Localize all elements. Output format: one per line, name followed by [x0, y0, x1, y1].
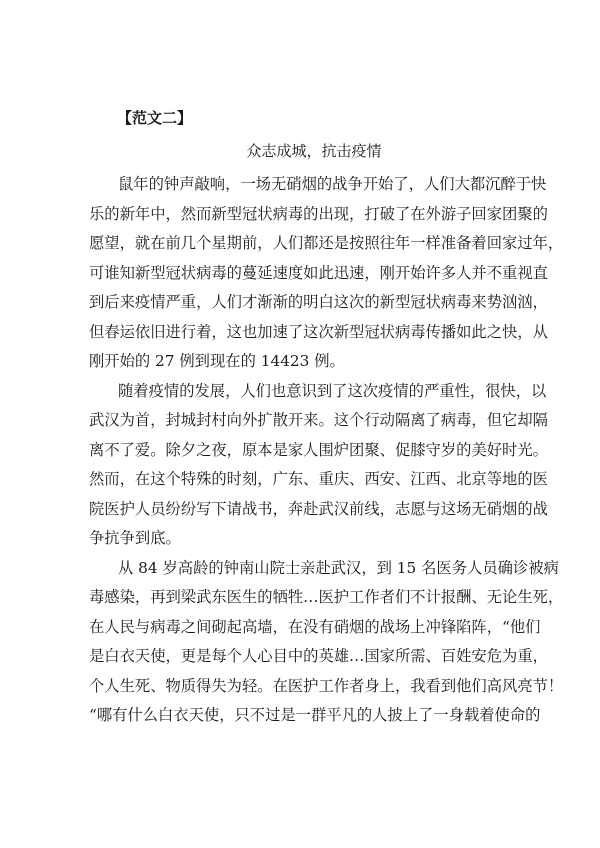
text-line: 在人民与病毒之间砌起高墙，在没有硝烟的战场上冲锋陷阵，“他们: [89, 617, 541, 636]
text-line: 可谁知新型冠状病毒的蔓延速度如此迅速，刚开始许多人并不重视直: [89, 263, 548, 282]
section-label: 【范文二】: [117, 109, 193, 127]
text-line: 但春运依旧进行着，这也加速了这次新型冠状病毒传播如此之快，从: [89, 322, 548, 341]
text-line: 乐的新年中，然而新型冠状病毒的出现，打破了在外游子回家团聚的: [89, 204, 548, 223]
essay-title: 众志成城，抗击疫情: [246, 142, 382, 160]
essay-body: [89, 170, 564, 731]
text-line: “哪有什么白衣天使，只不过是一群平凡的人披上了一身载着使命的: [89, 706, 541, 724]
paragraph-2: [89, 377, 548, 554]
text-line: 个人生死、物质得失为轻。在医护工作者身上，我看到他们高风亮节！: [89, 676, 564, 695]
text-line: 毒感染，再到梁武东医生的牺牲…医护工作者们不计报酬、无论生死，: [89, 588, 564, 606]
text-line: 然而，在这个特殊的时刻，广东、重庆、西安、江西、北京等地的医: [89, 470, 548, 488]
text-line: 愿望，就在前几个星期前，人们都还是按照往年一样准备着回家过年，: [89, 234, 564, 252]
paragraph-3: [89, 554, 564, 731]
paragraph-1: [89, 170, 564, 377]
text-line: 随着疫情的发展，人们也意识到了这次疫情的严重性，很快，以: [118, 381, 547, 400]
text-line: 争抗争到底。: [89, 529, 181, 547]
text-line: 刚开始的 27 例到现在的 14423 例。: [89, 352, 345, 370]
text-line: 到后来疫情严重，人们才渐渐的明白这次的新型冠状病毒来势汹汹，: [89, 293, 548, 311]
text-line: 是白衣天使，更是每个人心目中的英雄…国家所需、百姓安危为重，: [89, 647, 548, 665]
text-line: 武汉为首，封城封村向外扩散开来。这个行动隔离了病毒，但它却隔: [89, 411, 548, 429]
text-line: 鼠年的钟声敲响，一场无硝烟的战争开始了，人们大都沉醉于快: [118, 175, 547, 193]
text-line: 院医护人员纷纷写下请战书，奔赴武汉前线，志愿与这场无硝烟的战: [89, 499, 548, 518]
text-line: 从 84 岁高龄的钟南山院士亲赴武汉，到 15 名医务人员确诊被病: [118, 558, 559, 577]
text-line: 离不了爱。除夕之夜，原本是家人围炉团聚、促膝守岁的美好时光。: [89, 440, 548, 459]
